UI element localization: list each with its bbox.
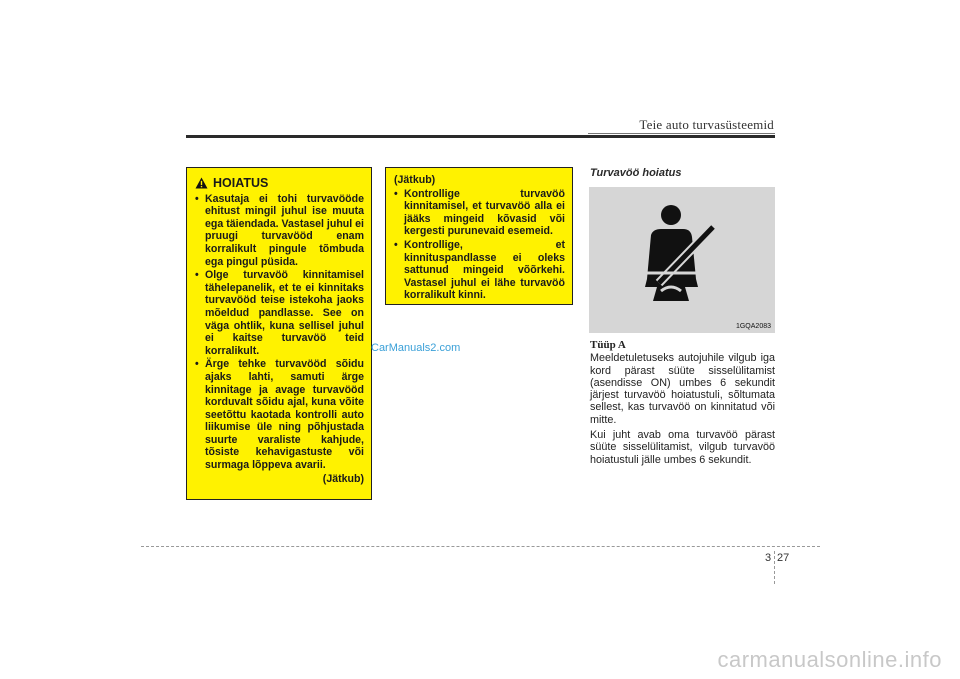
- page-number-divider: [774, 551, 775, 584]
- watermark-link[interactable]: CarManuals2.com: [371, 342, 461, 354]
- section-body: [590, 339, 775, 469]
- warning-triangle-icon: [195, 177, 208, 189]
- page-number: 27: [777, 552, 790, 564]
- page-header-title: Teie auto turvasüsteemid: [639, 117, 774, 132]
- warning-item: • Ärge tehke turvavööd sõidu ajaks lahti, samuti ärge kinnitage ja avage turvavööd korduvalt sõidu ajal, kuna võite seetõttu kaotada kontrolli auto liikumise üle ning põhjustada suurte varaliste kahjude, tõsiste kehavigastuste või surmaga lõppeva avarii.: [195, 358, 364, 471]
- site-footer-watermark: carmanualsonline.info: [717, 647, 942, 672]
- page-chapter: 3: [765, 552, 772, 564]
- section-subtitle: Tüüp A: [590, 339, 626, 351]
- image-code: 1GQA2083: [735, 323, 771, 330]
- header-rule: [186, 135, 775, 138]
- warning-title-text: HOIATUS: [213, 176, 269, 190]
- warning-item: • Olge turvavöö kinnitamisel tähelepanelik, et te ei kinnitaks turvavööd teise istekoha jaoks mõeldud pandlasse. See on väga ohtlik, kuna sellisel juhul ei kaitse turvavöö teid korralikult.: [195, 269, 364, 357]
- body-paragraph: Meeldetuletuseks autojuhile vilgub iga kord pärast süüte sisselülitamist (asendisse ON) umbes 6 sekundit järjest turvavöö hoiatustuli, sõltumata sellest, kas turvavöö on kinnitatud või mitte.: [590, 352, 775, 426]
- continued-label: (Jätkub): [322, 472, 364, 485]
- warning-box-left: [186, 167, 372, 500]
- warning-box-middle: [385, 167, 573, 305]
- warning-title: [195, 177, 364, 190]
- header-rule-thin: [588, 133, 775, 134]
- body-paragraph: Kui juht avab oma turvavöö pärast süüte sisselülitamist, vilgub turvavöö hoiatustuli jälle umbes 6 sekundit.: [590, 429, 775, 466]
- warning-list-left: [195, 193, 364, 472]
- warning-list-middle: [394, 188, 565, 302]
- continued-label-top: (Jätkub): [394, 174, 436, 186]
- seatbelt-illustration: [589, 187, 775, 333]
- seatbelt-warning-icon: [589, 187, 775, 333]
- warning-item: • Kontrollige turvavöö kinnitamisel, et turvavöö alla ei jääks mingeid kõvasid või kergesti purunevaid esemeid.: [394, 188, 565, 238]
- footer-divider: [141, 546, 820, 547]
- section-title: Turvavöö hoiatus: [590, 167, 682, 179]
- warning-item: • Kasutaja ei tohi turvavööde ehitust mingil juhul ise muuta ega täiendada. Vastasel juhul ei pruugi turvavööd enam korralikult pingule tõmbuda ega pingul püsida.: [195, 193, 364, 269]
- warning-item: • Kontrollige, et kinnituspandlasse ei oleks sattunud mingeid võõrkehi. Vastasel juhul ei lähe turvavöö korralikult kinni.: [394, 239, 565, 302]
